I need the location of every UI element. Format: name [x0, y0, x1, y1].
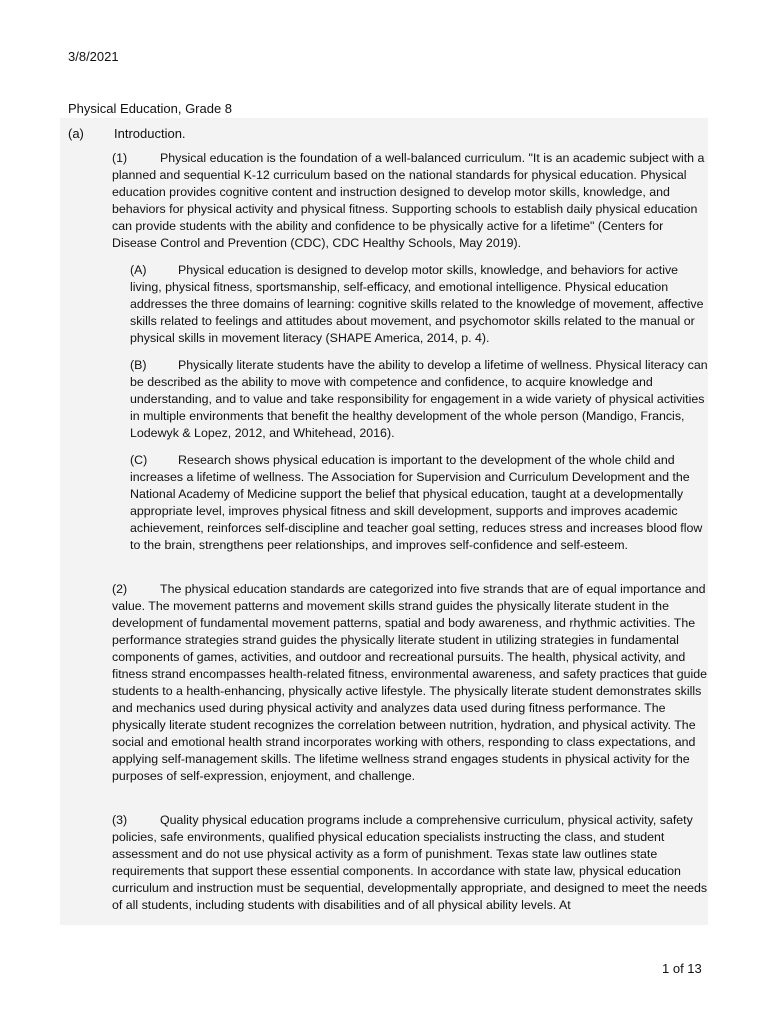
paragraph-3	[112, 812, 708, 914]
section-title: Introduction.	[114, 126, 186, 141]
paragraph-1	[112, 150, 708, 252]
page-number: 1 of 13	[662, 961, 702, 976]
paragraph-1-c	[130, 452, 708, 554]
paragraph-number: (2)	[112, 582, 128, 596]
content-area	[60, 118, 708, 925]
paragraph-text: Quality physical education programs include a comprehensive curriculum, physical activity, safety policies, safe environments, qualified physical education specialists instructing the class, and student assessment and do not use physical activity as a form of punishment. Texas state law outlines state requirements that support these essential components. In accordance with state law, physical education curriculum and instruction must be sequential, developmentally appropriate, and designed to meet the needs of all students, including students with disabilities and of all physical ability levels. At	[112, 813, 708, 912]
paragraph-text: The physical education standards are categorized into five strands that are of equal importance and value. The movement patterns and movement skills strand guides the physically literate student in the development of fundamental movement patterns, spatial and body awareness, and rhythmic activities. The performance strategies strand guides the physically literate student in utilizing strategies in fundamental components of games, activities, and outdoor and recreational pursuits. The health, physical activity, and fitness strand encompasses health-related fitness, environmental awareness, and safety practices that guide students to a health-enhancing, physically active lifestyle. The physically literate student demonstrates skills and mechanics used during physical activity and analyzes data used during fitness performance. The physically literate student recognizes the correlation between nutrition, hydration, and physical activity. The social and emotional health strand incorporates working with others, responding to class expectations, and applying self-management skills. The lifetime wellness strand engages students in physical activity for the purposes of self-expression, enjoyment, and challenge.	[112, 582, 708, 783]
paragraph-number: (A)	[130, 263, 147, 277]
paragraph-number: (B)	[130, 358, 147, 372]
page-date: 3/8/2021	[68, 49, 119, 64]
paragraph-text: Physical education is designed to develop motor skills, knowledge, and behaviors for active living, physical fitness, sportsmanship, self-efficacy, and emotional intelligence. Physical education addresses the three domains of learning: cognitive skills related to the knowledge of movement, affective skills related to feelings and attitudes about movement, and psychomotor skills related to the manual or physical skills in movement literacy (SHAPE America, 2014, p. 4).	[130, 263, 704, 345]
paragraph-text: Physically literate students have the ability to develop a lifetime of wellness. Physical literacy can be described as the ability to move with competence and confidence, to acquire knowledge and understanding, and to value and take responsibility for engagement in a wide variety of physical activities in multiple environments that benefit the healthy development of the whole person (Mandigo, Francis, Lodewyk & Lopez, 2012, and Whitehead, 2016).	[130, 358, 708, 440]
paragraph-number: (3)	[112, 813, 128, 827]
paragraph-text: Research shows physical education is important to the development of the whole child and increases a lifetime of wellness. The Association for Supervision and Curriculum Development and the National Academy of Medicine support the belief that physical education, taught at a developmentally appropriate level, improves physical fitness and skill development, supports and improves academic achievement, reinforces self-discipline and teacher goal setting, reduces stress and increases blood flow to the brain, strengthens peer relationships, and improves self-confidence and self-esteem.	[130, 453, 703, 552]
paragraph-2	[112, 581, 708, 785]
section-heading	[68, 126, 186, 142]
paragraph-1-a	[130, 262, 708, 347]
paragraph-number: (C)	[130, 453, 148, 467]
document-title: Physical Education, Grade 8	[68, 101, 233, 116]
section-label: (a)	[68, 126, 84, 141]
paragraph-number: (1)	[112, 151, 128, 165]
paragraph-1-b	[130, 357, 708, 442]
paragraph-text: Physical education is the foundation of a well-balanced curriculum. "It is an academic subject with a planned and sequential K-12 curriculum based on the national standards for physical education. Physical education provides cognitive content and instruction designed to develop motor skills, knowledge, and behaviors for physical activity and physical fitness. Supporting schools to establish daily physical education can provide students with the ability and confidence to be physically active for a lifetime" (Centers for Disease Control and Prevention (CDC), CDC Healthy Schools, May 2019).	[112, 151, 705, 250]
